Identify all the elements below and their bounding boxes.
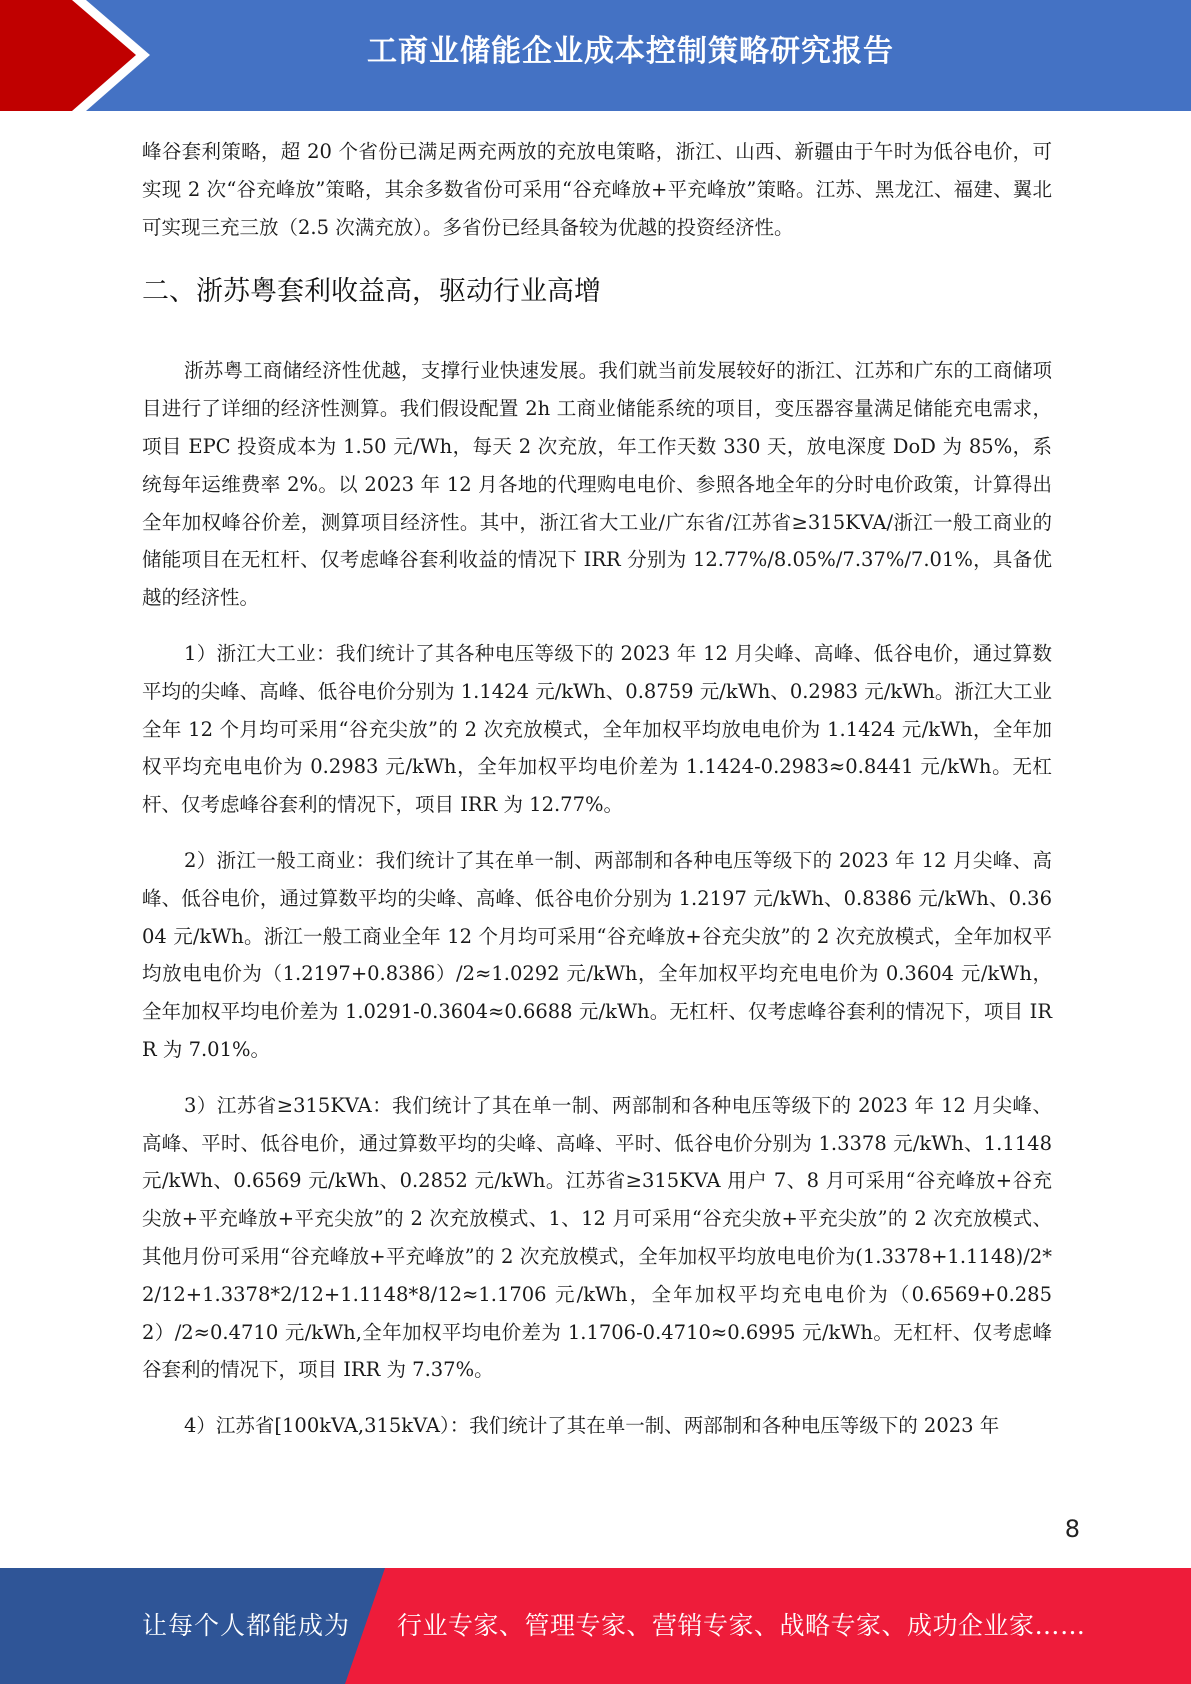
footer-slogan-left: 让每个人都能成为 (142, 1611, 351, 1640)
paragraph-jiangsu-100-315kva: 4）江苏省[100kVA,315kVA）：我们统计了其在单一制、两部制和各种电压等级下的 2023 年 (184, 1414, 1000, 1438)
section-heading: 二、浙苏粤套利收益高，驱动行业高增 (142, 276, 601, 308)
footer-slogan-right: 行业专家、管理专家、营销专家、战略专家、成功企业家…… (397, 1611, 1086, 1640)
page-footer (0, 1568, 1191, 1684)
paragraph-summary: 浙苏粤工商储经济性优越，支撑行业快速发展。我们就当前发展较好的浙江、江苏和广东的工商储项目进行了详细的经济性测算。我们假设配置 2h 工商业储能系统的项目，变压器容量满足储能充电需求，项目 EPC 投资成本为 1.50 元/Wh，每天 2 次充放，年工作天数 330 天，放电深度 DoD 为 85%，系统每年运维费率 2%。以 2023 年 12 月各地的代理购电电价、参照各地全年的分时电价政策，计算得出全年加权峰谷价差，测算项目经济性。其中，浙江省大工业/广东省/江苏省≥315KVA/浙江一般工商业的储能项目在无杠杆、仅考虑峰谷套利收益的情况下 IRR 分别为 12.77%/8.05%/7.37%/7.01%，具备优越的经济性。 (142, 359, 1052, 610)
report-title: 工商业储能企业成本控制策略研究报告 (367, 34, 894, 69)
paragraph-zhejiang-general: 2）浙江一般工商业：我们统计了其在单一制、两部制和各种电压等级下的 2023 年 12 月尖峰、高峰、低谷电价，通过算数平均的尖峰、高峰、低谷电价分别为 1.2197 元/kWh、0.8386 元/kWh、0.3604 元/kWh。浙江一般工商业全年 12 个月均可采用“谷充峰放+谷充尖放”的 2 次充放模式，全年加权平均放电电价为（1.2197+0.8386）/2≈1.0292 元/kWh，全年加权平均充电电价为 0.3604 元/kWh，全年加权平均电价差为 1.0291-0.3604≈0.6688 元/kWh。无杠杆、仅考虑峰谷套利的情况下，项目 IRR 为 7.01%。 (142, 848, 1052, 1061)
document-body (142, 133, 1052, 1445)
header-chevron-decoration (0, 0, 150, 111)
page-header (0, 0, 1191, 111)
page-number: 8 (1064, 1515, 1080, 1543)
paragraph-zhejiang-industrial: 1）浙江大工业：我们统计了其各种电压等级下的 2023 年 12 月尖峰、高峰、低谷电价，通过算数平均的尖峰、高峰、低谷电价分别为 1.1424 元/kWh、0.8759 元/kWh、0.2983 元/kWh。浙江大工业全年 12 个月均可采用“谷充尖放”的 2 次充放模式，全年加权平均放电电价为 1.1424 元/kWh，全年加权平均充电电价为 0.2983 元/kWh，全年加权平均电价差为 1.1424-0.2983≈0.8441 元/kWh。无杠杆、仅考虑峰谷套利的情况下，项目 IRR 为 12.77%。 (142, 641, 1052, 817)
intro-paragraph: 峰谷套利策略，超 20 个省份已满足两充两放的充放电策略，浙江、山西、新疆由于午时为低谷电价，可实现 2 次“谷充峰放”策略，其余多数省份可采用“谷充峰放+平充峰放”策略。江苏、黑龙江、福建、翼北可实现三充三放（2.5 次满充放）。多省份已经具备较为优越的投资经济性。 (142, 140, 1052, 239)
paragraph-jiangsu-315kva: 3）江苏省≥315KVA：我们统计了其在单一制、两部制和各种电压等级下的 2023 年 12 月尖峰、高峰、平时、低谷电价，通过算数平均的尖峰、高峰、平时、低谷电价分别为 1.3378 元/kWh、1.1148 元/kWh、0.6569 元/kWh、0.2852 元/kWh。江苏省≥315KVA 用户 7、8 月可采用“谷充峰放+谷充尖放+平充峰放+平充尖放”的 2 次充放模式、1、12 月可采用“谷充尖放+平充尖放”的 2 次充放模式、其他月份可采用“谷充峰放+平充峰放”的 2 次充放模式，全年加权平均放电电价为(1.3378+1.1148)/2*2/12+1.3378*2/12+1.1148*8/12≈1.1706 元/kWh，全年加权平均充电电价为（0.6569+0.2852）/2≈0.4710 元/kWh,全年加权平均电价差为 1.1706-0.4710≈0.6995 元/kWh。无杠杆、仅考虑峰谷套利的情况下，项目 IRR 为 7.37%。 (142, 1093, 1052, 1382)
